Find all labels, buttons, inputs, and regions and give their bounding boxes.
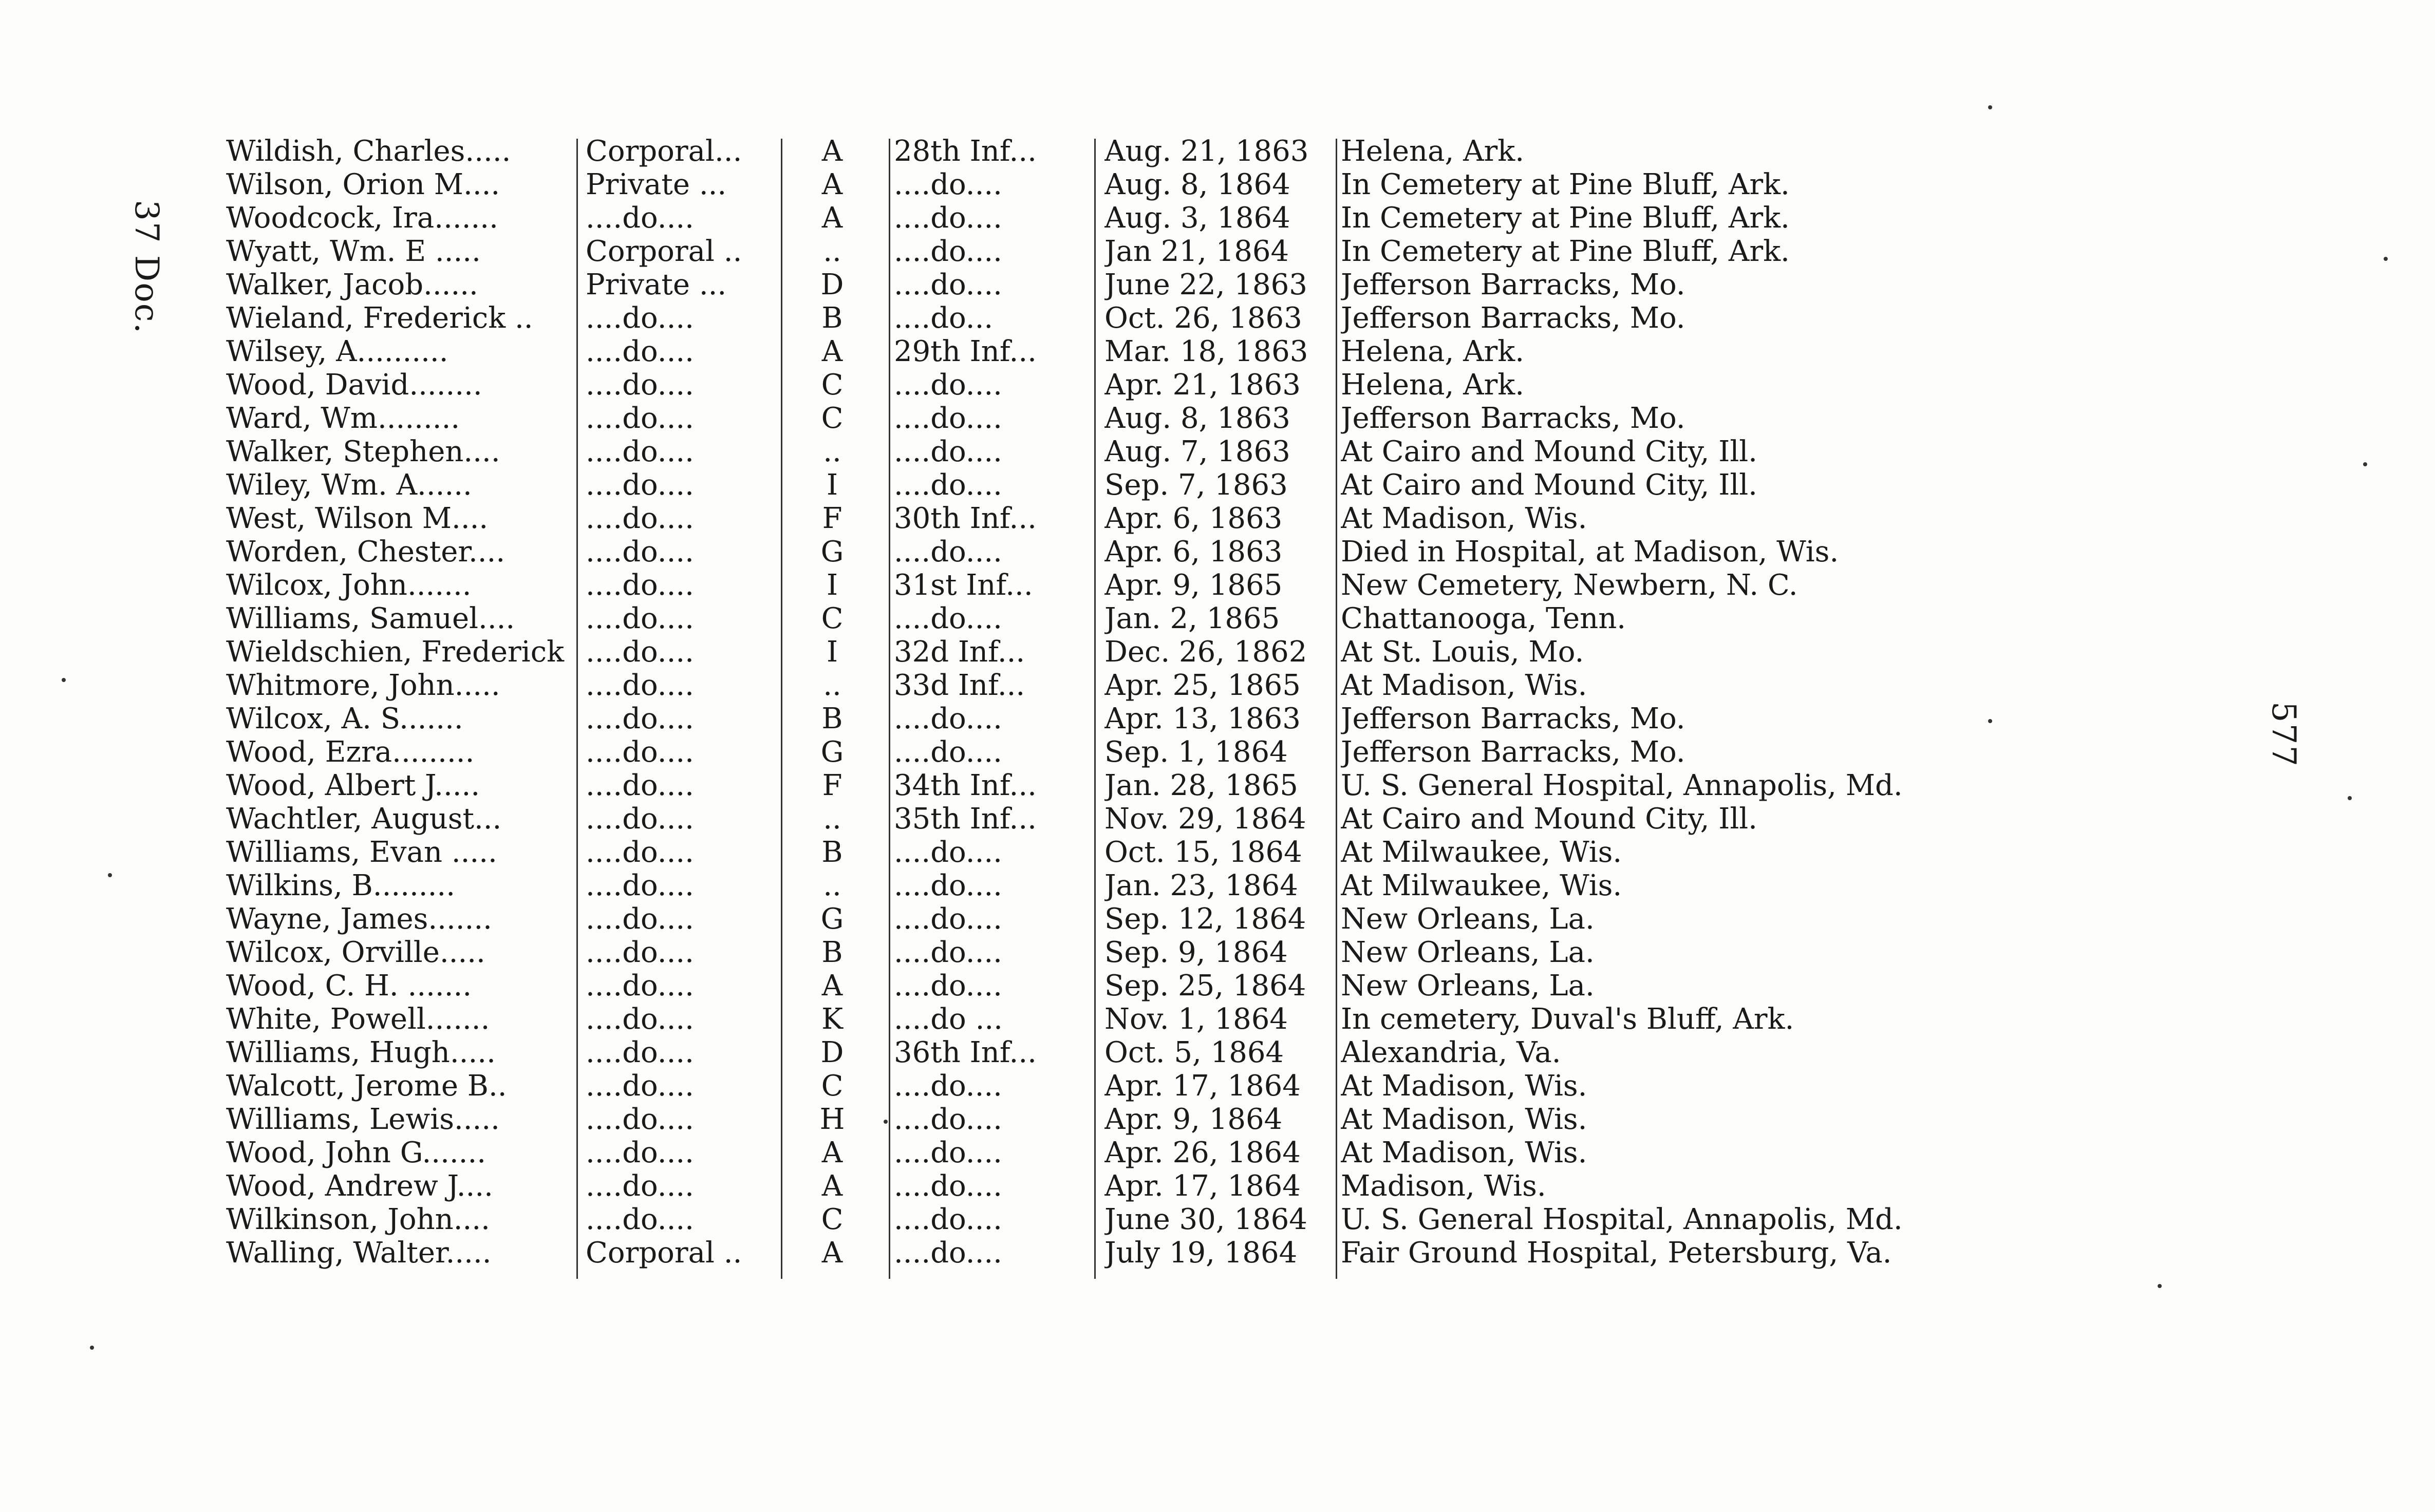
death-date: Nov. 29, 1864: [1104, 802, 1306, 836]
soldier-rank: Corporal ..: [586, 235, 742, 268]
table-row: [226, 902, 1962, 936]
soldier-company: C: [821, 1203, 844, 1236]
table-row: [226, 268, 1962, 301]
soldier-name: Wood, Andrew J....: [226, 1169, 493, 1203]
roster-table: [226, 135, 1962, 1270]
soldier-name: Worden, Chester....: [226, 535, 505, 569]
burial-place: Helena, Ark.: [1341, 335, 1525, 368]
table-row: [226, 1136, 1962, 1169]
burial-place: In Cemetery at Pine Bluff, Ark.: [1341, 201, 1790, 235]
table-row: [226, 402, 1962, 435]
table-row: [226, 335, 1962, 368]
death-date: Apr. 9, 1864: [1104, 1103, 1283, 1136]
soldier-regiment: ....do....: [894, 468, 1002, 502]
death-date: Sep. 12, 1864: [1104, 902, 1306, 936]
soldier-regiment: ....do....: [894, 702, 1002, 735]
burial-place: Jefferson Barracks, Mo.: [1341, 702, 1685, 735]
burial-place: At Madison, Wis.: [1341, 1103, 1587, 1136]
death-date: Aug. 21, 1863: [1104, 135, 1309, 168]
soldier-regiment: ....do....: [894, 435, 1002, 468]
table-row: [226, 301, 1962, 335]
table-row: [226, 368, 1962, 402]
soldier-name: Wilcox, John.......: [226, 569, 472, 602]
soldier-regiment: 33d Inf...: [894, 669, 1025, 702]
margin-doc-label: 37 Doc.: [127, 200, 165, 334]
table-row: [226, 1169, 1962, 1203]
soldier-rank: ....do....: [586, 569, 694, 602]
death-date: Apr. 21, 1863: [1104, 368, 1301, 402]
death-date: Sep. 1, 1864: [1104, 735, 1288, 769]
burial-place: At St. Louis, Mo.: [1341, 635, 1584, 669]
soldier-rank: ....do....: [586, 1003, 694, 1036]
soldier-company: ..: [823, 869, 841, 902]
death-date: Jan 21, 1864: [1104, 235, 1289, 268]
table-row: [226, 1036, 1962, 1069]
death-date: Aug. 3, 1864: [1104, 201, 1290, 235]
soldier-regiment: ....do....: [894, 1203, 1002, 1236]
death-date: Apr. 9, 1865: [1104, 569, 1283, 602]
soldier-name: Walling, Walter.....: [226, 1236, 492, 1270]
soldier-rank: Private ...: [586, 168, 727, 201]
print-speck: [1988, 719, 1992, 723]
soldier-company: A: [821, 201, 843, 235]
soldier-name: Ward, Wm.........: [226, 402, 460, 435]
soldier-rank: ....do....: [586, 769, 694, 802]
soldier-regiment: ....do ...: [894, 1003, 1003, 1036]
print-speck: [108, 873, 112, 877]
soldier-name: Wieldschien, Frederick: [226, 635, 564, 669]
soldier-company: I: [826, 569, 838, 602]
soldier-regiment: ....do....: [894, 535, 1002, 569]
soldier-rank: ....do....: [586, 1036, 694, 1069]
soldier-company: G: [820, 902, 844, 936]
burial-place: New Orleans, La.: [1341, 936, 1595, 969]
soldier-rank: ....do....: [586, 201, 694, 235]
soldier-regiment: ....do....: [894, 1236, 1002, 1270]
soldier-name: Woodcock, Ira.......: [226, 201, 498, 235]
soldier-name: Wood, Ezra.........: [226, 735, 475, 769]
death-date: June 22, 1863: [1104, 268, 1307, 301]
death-date: Apr. 6, 1863: [1104, 502, 1283, 535]
soldier-regiment: 35th Inf...: [894, 802, 1037, 836]
soldier-name: White, Powell.......: [226, 1003, 490, 1036]
table-row: [226, 802, 1962, 836]
soldier-regiment: ....do....: [894, 201, 1002, 235]
soldier-regiment: ....do....: [894, 902, 1002, 936]
burial-place: In Cemetery at Pine Bluff, Ark.: [1341, 168, 1790, 201]
burial-place: At Madison, Wis.: [1341, 502, 1587, 535]
soldier-rank: ....do....: [586, 535, 694, 569]
soldier-rank: Corporal...: [586, 135, 742, 168]
soldier-regiment: ....do....: [894, 735, 1002, 769]
soldier-name: Wilcox, Orville.....: [226, 936, 485, 969]
soldier-rank: ....do....: [586, 1136, 694, 1169]
table-row: [226, 769, 1962, 802]
death-date: Sep. 9, 1864: [1104, 936, 1288, 969]
burial-place: New Cemetery, Newbern, N. C.: [1341, 569, 1798, 602]
print-speck: [2384, 257, 2388, 261]
burial-place: Jefferson Barracks, Mo.: [1341, 301, 1685, 335]
death-date: Oct. 26, 1863: [1104, 301, 1302, 335]
soldier-regiment: ....do....: [894, 836, 1002, 869]
soldier-company: A: [821, 1236, 843, 1270]
soldier-regiment: 36th Inf...: [894, 1036, 1037, 1069]
soldier-name: Williams, Lewis.....: [226, 1103, 500, 1136]
table-row: [226, 235, 1962, 268]
death-date: Sep. 7, 1863: [1104, 468, 1288, 502]
soldier-name: Wachtler, August...: [226, 802, 502, 836]
soldier-company: B: [821, 936, 843, 969]
soldier-regiment: 32d Inf...: [894, 635, 1025, 669]
burial-place: Jefferson Barracks, Mo.: [1341, 402, 1685, 435]
death-date: July 19, 1864: [1104, 1236, 1298, 1270]
table-row: [226, 168, 1962, 201]
table-row: [226, 836, 1962, 869]
soldier-name: Wieland, Frederick ..: [226, 301, 533, 335]
death-date: Mar. 18, 1863: [1104, 335, 1308, 368]
death-date: Aug. 8, 1863: [1104, 402, 1290, 435]
soldier-company: C: [821, 368, 844, 402]
table-row: [226, 435, 1962, 468]
death-date: Apr. 6, 1863: [1104, 535, 1283, 569]
soldier-regiment: ....do....: [894, 869, 1002, 902]
soldier-company: G: [820, 535, 844, 569]
soldier-name: Williams, Samuel....: [226, 602, 515, 635]
soldier-name: Wood, C. H. .......: [226, 969, 472, 1003]
soldier-regiment: 28th Inf...: [894, 135, 1037, 168]
soldier-rank: Private ...: [586, 268, 727, 301]
soldier-regiment: ....do....: [894, 268, 1002, 301]
table-row: [226, 201, 1962, 235]
soldier-name: Wyatt, Wm. E .....: [226, 235, 481, 268]
death-date: Sep. 25, 1864: [1104, 969, 1306, 1003]
burial-place: U. S. General Hospital, Annapolis, Md.: [1341, 769, 1903, 802]
table-row: [226, 1069, 1962, 1103]
soldier-name: West, Wilson M....: [226, 502, 489, 535]
soldier-name: Wilkins, B.........: [226, 869, 456, 902]
soldier-rank: ....do....: [586, 735, 694, 769]
soldier-company: D: [820, 268, 844, 301]
death-date: Aug. 7, 1863: [1104, 435, 1290, 468]
soldier-company: A: [821, 135, 843, 168]
soldier-name: Williams, Hugh.....: [226, 1036, 496, 1069]
soldier-company: ..: [823, 802, 841, 836]
death-date: Dec. 26, 1862: [1104, 635, 1307, 669]
soldier-name: Wood, Albert J.....: [226, 769, 480, 802]
table-row: [226, 535, 1962, 569]
burial-place: At Cairo and Mound City, Ill.: [1341, 435, 1757, 468]
death-date: Jan. 2, 1865: [1104, 602, 1280, 635]
death-date: Nov. 1, 1864: [1104, 1003, 1288, 1036]
soldier-company: G: [820, 735, 844, 769]
soldier-rank: ....do....: [586, 969, 694, 1003]
soldier-company: K: [821, 1003, 843, 1036]
table-row: [226, 602, 1962, 635]
soldier-rank: ....do....: [586, 1203, 694, 1236]
soldier-rank: ....do....: [586, 1103, 694, 1136]
burial-place: At Cairo and Mound City, Ill.: [1341, 468, 1757, 502]
soldier-rank: ....do....: [586, 602, 694, 635]
table-row: [226, 1003, 1962, 1036]
print-speck: [1988, 105, 1992, 109]
table-row: [226, 869, 1962, 902]
soldier-rank: ....do....: [586, 802, 694, 836]
burial-place: New Orleans, La.: [1341, 902, 1595, 936]
table-row: [226, 135, 1962, 168]
burial-place: New Orleans, La.: [1341, 969, 1595, 1003]
burial-place: Chattanooga, Tenn.: [1341, 602, 1626, 635]
death-date: Apr. 25, 1865: [1104, 669, 1301, 702]
soldier-company: B: [821, 702, 843, 735]
soldier-company: B: [821, 301, 843, 335]
soldier-regiment: ....do....: [894, 235, 1002, 268]
soldier-regiment: ....do....: [894, 1069, 1002, 1103]
soldier-company: C: [821, 602, 844, 635]
soldier-rank: ....do....: [586, 1169, 694, 1203]
burial-place: In Cemetery at Pine Bluff, Ark.: [1341, 235, 1790, 268]
death-date: Aug. 8, 1864: [1104, 168, 1290, 201]
burial-place: At Madison, Wis.: [1341, 1069, 1587, 1103]
soldier-name: Wood, David........: [226, 368, 482, 402]
soldier-name: Walcott, Jerome B..: [226, 1069, 507, 1103]
soldier-company: A: [821, 168, 843, 201]
soldier-rank: ....do....: [586, 402, 694, 435]
burial-place: At Milwaukee, Wis.: [1341, 869, 1622, 902]
burial-place: At Madison, Wis.: [1341, 1136, 1587, 1169]
burial-place: Jefferson Barracks, Mo.: [1341, 268, 1685, 301]
soldier-rank: ....do....: [586, 936, 694, 969]
burial-place: At Cairo and Mound City, Ill.: [1341, 802, 1757, 836]
soldier-name: Wayne, James.......: [226, 902, 492, 936]
soldier-regiment: ....do...: [894, 301, 994, 335]
burial-place: At Madison, Wis.: [1341, 669, 1587, 702]
table-row: [226, 569, 1962, 602]
soldier-rank: ....do....: [586, 368, 694, 402]
table-row: [226, 936, 1962, 969]
death-date: Apr. 26, 1864: [1104, 1136, 1301, 1169]
soldier-name: Walker, Jacob......: [226, 268, 478, 301]
soldier-company: D: [820, 1036, 844, 1069]
soldier-regiment: ....do....: [894, 602, 1002, 635]
table-row: [226, 702, 1962, 735]
soldier-rank: ....do....: [586, 502, 694, 535]
soldier-name: Wood, John G.......: [226, 1136, 486, 1169]
soldier-company: C: [821, 1069, 844, 1103]
table-row: [226, 1103, 1962, 1136]
print-speck: [2363, 462, 2367, 466]
table-row: [226, 468, 1962, 502]
print-speck: [62, 678, 66, 682]
soldier-name: Wildish, Charles.....: [226, 135, 511, 168]
soldier-rank: ....do....: [586, 869, 694, 902]
death-date: Apr. 17, 1864: [1104, 1169, 1301, 1203]
table-row: [226, 1203, 1962, 1236]
death-date: June 30, 1864: [1104, 1203, 1307, 1236]
soldier-regiment: ....do....: [894, 368, 1002, 402]
table-row: [226, 735, 1962, 769]
burial-place: Fair Ground Hospital, Petersburg, Va.: [1341, 1236, 1892, 1270]
soldier-regiment: ....do....: [894, 969, 1002, 1003]
soldier-rank: ....do....: [586, 335, 694, 368]
soldier-rank: Corporal ..: [586, 1236, 742, 1270]
burial-place: At Milwaukee, Wis.: [1341, 836, 1622, 869]
print-speck: [884, 1120, 888, 1124]
soldier-regiment: 29th Inf...: [894, 335, 1037, 368]
soldier-name: Wilsey, A..........: [226, 335, 448, 368]
soldier-company: A: [821, 1136, 843, 1169]
soldier-name: Wilcox, A. S.......: [226, 702, 463, 735]
soldier-rank: ....do....: [586, 301, 694, 335]
table-row: [226, 502, 1962, 535]
soldier-company: ..: [823, 435, 841, 468]
print-speck: [2158, 1284, 2162, 1288]
soldier-rank: ....do....: [586, 468, 694, 502]
soldier-rank: ....do....: [586, 902, 694, 936]
soldier-rank: ....do....: [586, 702, 694, 735]
soldier-name: Wilson, Orion M....: [226, 168, 500, 201]
soldier-company: B: [821, 836, 843, 869]
soldier-company: ..: [823, 669, 841, 702]
burial-place: In cemetery, Duval's Bluff, Ark.: [1341, 1003, 1794, 1036]
soldier-regiment: ....do....: [894, 402, 1002, 435]
soldier-company: I: [826, 635, 838, 669]
print-speck: [90, 1346, 94, 1350]
margin-page-number: 577: [2264, 701, 2302, 768]
soldier-company: A: [821, 335, 843, 368]
soldier-company: C: [821, 402, 844, 435]
burial-place: Died in Hospital, at Madison, Wis.: [1341, 535, 1839, 569]
death-date: Jan. 23, 1864: [1104, 869, 1298, 902]
soldier-name: Wiley, Wm. A......: [226, 468, 472, 502]
soldier-name: Walker, Stephen....: [226, 435, 500, 468]
soldier-company: I: [826, 468, 838, 502]
burial-place: U. S. General Hospital, Annapolis, Md.: [1341, 1203, 1903, 1236]
death-date: Jan. 28, 1865: [1104, 769, 1298, 802]
soldier-rank: ....do....: [586, 1069, 694, 1103]
burial-place: Madison, Wis.: [1341, 1169, 1546, 1203]
soldier-rank: ....do....: [586, 435, 694, 468]
soldier-company: H: [819, 1103, 845, 1136]
soldier-company: F: [822, 502, 842, 535]
soldier-regiment: 30th Inf...: [894, 502, 1037, 535]
burial-place: Helena, Ark.: [1341, 368, 1525, 402]
soldier-company: A: [821, 969, 843, 1003]
soldier-regiment: ....do....: [894, 1136, 1002, 1169]
soldier-regiment: ....do....: [894, 936, 1002, 969]
soldier-regiment: 34th Inf...: [894, 769, 1037, 802]
death-date: Apr. 17, 1864: [1104, 1069, 1301, 1103]
soldier-name: Wilkinson, John....: [226, 1203, 490, 1236]
table-row: [226, 635, 1962, 669]
death-date: Apr. 13, 1863: [1104, 702, 1301, 735]
soldier-regiment: ....do....: [894, 1169, 1002, 1203]
death-date: Oct. 5, 1864: [1104, 1036, 1284, 1069]
burial-place: Helena, Ark.: [1341, 135, 1525, 168]
soldier-regiment: ....do....: [894, 168, 1002, 201]
soldier-regiment: 31st Inf...: [894, 569, 1033, 602]
table-row: [226, 669, 1962, 702]
soldier-rank: ....do....: [586, 635, 694, 669]
burial-place: Alexandria, Va.: [1341, 1036, 1561, 1069]
table-row: [226, 1236, 1962, 1270]
print-speck: [2348, 796, 2352, 800]
soldier-company: F: [822, 769, 842, 802]
soldier-rank: ....do....: [586, 836, 694, 869]
table-row: [226, 969, 1962, 1003]
soldier-company: ..: [823, 235, 841, 268]
soldier-company: A: [821, 1169, 843, 1203]
burial-place: Jefferson Barracks, Mo.: [1341, 735, 1685, 769]
soldier-name: Williams, Evan .....: [226, 836, 497, 869]
death-date: Oct. 15, 1864: [1104, 836, 1302, 869]
soldier-name: Whitmore, John.....: [226, 669, 500, 702]
soldier-regiment: ....do....: [894, 1103, 1002, 1136]
soldier-rank: ....do....: [586, 669, 694, 702]
